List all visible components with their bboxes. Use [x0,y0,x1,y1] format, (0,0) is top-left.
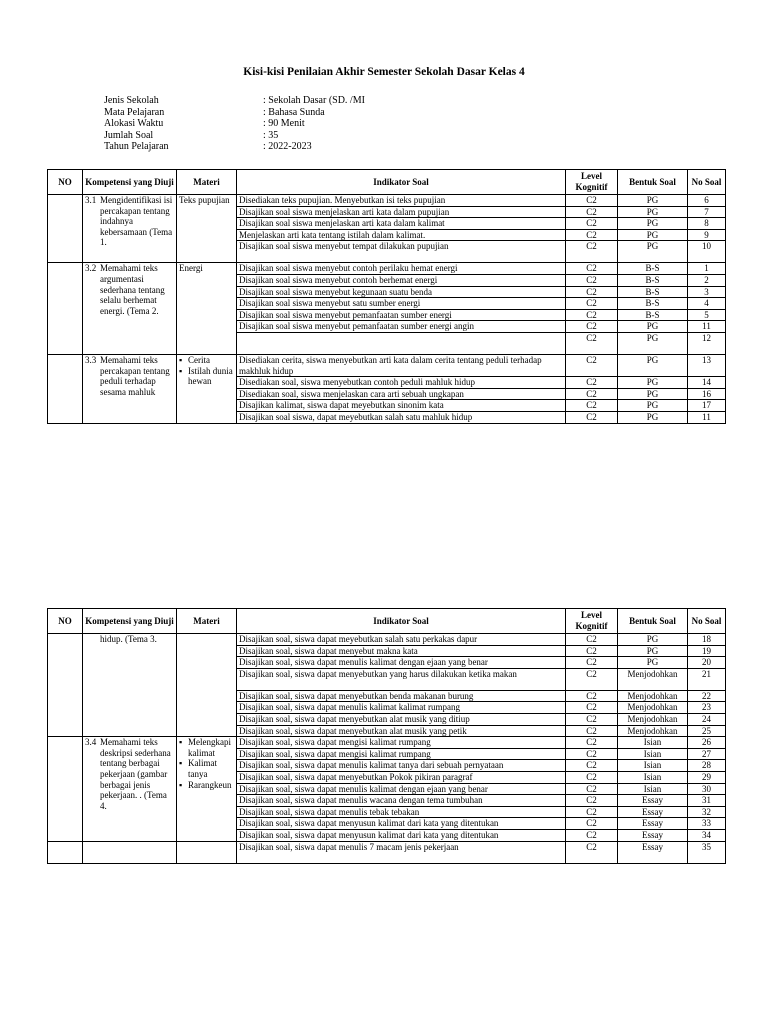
indikator-cell: Disajikan soal, siswa dapat menyebutkan benda makanan burung [237,690,566,702]
materi-cell [177,263,237,355]
indikator-cell: Disajikan soal, siswa dapat menulis tebak tebakan [237,806,566,818]
bentuk-cell: PG [618,321,688,333]
nosoal-cell: 30 [688,783,726,795]
indikator-cell: Disajikan soal, siswa dapat menyusun kalimat dari kata yang ditentukan [237,818,566,830]
bentuk-cell: Essay [618,818,688,830]
header-kompetensi: Kompetensi yang Diuji [83,609,177,634]
table-row [48,737,726,749]
header-indikator: Indikator Soal [237,609,566,634]
nosoal-cell: 5 [688,309,726,321]
bentuk-cell: Isian [618,783,688,795]
level-cell: C2 [566,806,618,818]
info-label: Alokasi Waktu [104,118,164,130]
kompetensi-number: 3.4 [85,737,97,748]
nosoal-cell: 2 [688,274,726,286]
bentuk-cell: B-S [618,298,688,310]
level-cell: C2 [566,657,618,669]
materi-item [179,366,234,387]
kompetensi-text: Memahami teks percakapan tentang peduli terhadap sesama mahluk [100,354,170,397]
bentuk-cell: PG [618,218,688,230]
materi-text: Kalimat tanya [188,758,217,779]
bentuk-cell: B-S [618,263,688,275]
indikator-cell: Disajikan soal, siswa dapat menulis kalimat dengan ejaan yang benar [237,657,566,669]
nosoal-cell: 11 [688,321,726,333]
nosoal-cell: 24 [688,713,726,725]
row-number-cell [48,634,83,737]
materi-text: Rarangkeun [188,779,232,790]
table-row [48,263,726,275]
indikator-cell [237,332,566,354]
kompetensi-cell [83,634,177,737]
level-cell: C2 [566,783,618,795]
bentuk-cell: Isian [618,771,688,783]
level-cell: C2 [566,400,618,412]
level-cell: C2 [566,332,618,354]
nosoal-cell: 10 [688,241,726,263]
nosoal-cell: 16 [688,388,726,400]
indikator-cell: Disajikan soal, siswa dapat menyusun kalimat dari kata yang ditentukan [237,829,566,841]
indikator-cell: Disajikan soal, siswa dapat menyebutkan alat musik yang petik [237,725,566,737]
table-row [48,841,726,863]
bentuk-cell: B-S [618,274,688,286]
level-cell: C2 [566,737,618,749]
level-cell: C2 [566,725,618,737]
indikator-cell: Disajikan soal, siswa dapat menulis wacana dengan tema tumbuhan [237,795,566,807]
nosoal-cell: 13 [688,354,726,376]
info-value: : Bahasa Sunda [263,106,325,118]
bentuk-cell: Menjodohkan [618,725,688,737]
nosoal-cell: 28 [688,760,726,772]
indikator-cell: Disajikan soal, siswa dapat menulis kalimat dengan ejaan yang benar [237,783,566,795]
bentuk-cell: Essay [618,795,688,807]
header-indikator: Indikator Soal [237,170,566,195]
header-nosoal: No Soal [688,170,726,195]
header-materi: Materi [177,609,237,634]
info-value: : 2022-2023 [263,141,312,153]
bullet-icon: ▪ [179,354,183,365]
info-label: Jumlah Soal [104,129,154,141]
materi-item [179,737,234,758]
level-cell: C2 [566,702,618,714]
nosoal-cell: 27 [688,748,726,760]
kisi-table-page-2 [47,608,726,864]
info-row [104,95,365,107]
materi-item [179,780,234,791]
level-cell: C2 [566,218,618,230]
bentuk-cell: PG [618,634,688,646]
bentuk-cell: Menjodohkan [618,690,688,702]
level-cell: C2 [566,795,618,807]
nosoal-cell: 7 [688,206,726,218]
kompetensi-cell [83,841,177,863]
level-cell: C2 [566,713,618,725]
indikator-cell: Disediakan cerita, siswa menyebutkan arti kata dalam cerita tentang peduli terhadap makhluk hidup [237,354,566,376]
bentuk-cell: PG [618,388,688,400]
info-label: Jenis Sekolah [104,95,159,106]
nosoal-cell: 12 [688,332,726,354]
header-no: NO [48,170,83,195]
materi-item [179,355,234,366]
bentuk-cell: Menjodohkan [618,713,688,725]
indikator-cell: Disajikan soal, siswa dapat menyebutkan alat musik yang ditiup [237,713,566,725]
level-cell: C2 [566,206,618,218]
level-cell: C2 [566,195,618,207]
info-value: : 35 [263,129,279,141]
materi-item [179,758,234,779]
bentuk-cell: PG [618,241,688,263]
level-cell: C2 [566,298,618,310]
bentuk-cell: Essay [618,841,688,863]
nosoal-cell: 21 [688,668,726,690]
header-nosoal: No Soal [688,609,726,634]
bentuk-cell: Isian [618,760,688,772]
level-cell: C2 [566,377,618,389]
bentuk-cell: PG [618,645,688,657]
level-cell: C2 [566,771,618,783]
indikator-cell: Disajikan soal siswa menyebut contoh perilaku hemat energi [237,263,566,275]
indikator-cell: Disajikan soal siswa menyebut satu sumber energi [237,298,566,310]
info-row [104,130,365,142]
materi-text: Teks pupujian [179,195,230,205]
nosoal-cell: 4 [688,298,726,310]
indikator-cell: Disajikan soal, siswa dapat menulis 7 macam jenis pekerjaan [237,841,566,863]
info-value: : Sekolah Dasar (SD. /MI [263,95,365,106]
bentuk-cell: PG [618,206,688,218]
table-header-row [48,170,726,195]
info-row [104,107,365,119]
indikator-cell: Menjelaskan arti kata tentang istilah dalam kalimat. [237,229,566,241]
kompetensi-text: Memahami teks argumentasi sederhana tentang selalu berhemat energi. (Tema 2. [100,263,165,316]
nosoal-cell: 18 [688,634,726,646]
nosoal-cell: 17 [688,400,726,412]
table-row [48,634,726,646]
header-bentuk: Bentuk Soal [618,609,688,634]
bentuk-cell: PG [618,377,688,389]
level-cell: C2 [566,634,618,646]
info-label: Mata Pelajaran [104,106,165,118]
indikator-cell: Disajikan soal siswa menjelaskan arti kata dalam kalimat [237,218,566,230]
kompetensi-text: Mengidentifikasi isi percakapan tentang indahnya kebersamaan (Tema 1. [100,195,173,248]
kompetensi-text: hidup. (Tema 3. [100,634,157,644]
level-cell: C2 [566,263,618,275]
nosoal-cell: 25 [688,725,726,737]
nosoal-cell: 19 [688,645,726,657]
kompetensi-number: 3.1 [85,195,97,205]
header-bentuk: Bentuk Soal [618,170,688,195]
level-cell: C2 [566,388,618,400]
header-level: Level Kognitif [566,609,618,634]
nosoal-cell: 23 [688,702,726,714]
indikator-cell: Disajikan soal siswa menyebut contoh berhemat energi [237,274,566,286]
kompetensi-cell [83,354,177,423]
bullet-icon: ▪ [179,758,183,769]
header-kompetensi: Kompetensi yang Diuji [83,170,177,195]
kompetensi-number: 3.2 [85,263,97,274]
nosoal-cell: 29 [688,771,726,783]
nosoal-cell: 8 [688,218,726,230]
nosoal-cell: 6 [688,195,726,207]
level-cell: C2 [566,748,618,760]
document-title: Kisi-kisi Penilaian Akhir Semester Sekolah Dasar Kelas 4 [243,66,525,78]
indikator-cell: Disajikan soal siswa menyebut pemanfaatan sumber energi angin [237,321,566,333]
info-label: Tahun Pelajaran [104,141,169,153]
nosoal-cell: 22 [688,690,726,702]
bentuk-cell: B-S [618,286,688,298]
bullet-icon: ▪ [179,365,183,376]
kompetensi-cell [83,737,177,841]
indikator-cell: Disajikan soal, siswa dapat mengisi kalimat rumpang [237,737,566,749]
bentuk-cell: PG [618,354,688,376]
bentuk-cell: Essay [618,829,688,841]
table-row [48,354,726,376]
materi-cell [177,195,237,263]
row-number-cell [48,195,83,263]
bentuk-cell: B-S [618,309,688,321]
nosoal-cell: 1 [688,263,726,275]
level-cell: C2 [566,321,618,333]
table-header-row [48,609,726,634]
level-cell: C2 [566,229,618,241]
indikator-cell: Disajikan soal siswa, dapat meyebutkan salah satu mahluk hidup [237,411,566,423]
bentuk-cell: PG [618,195,688,207]
bentuk-cell: PG [618,400,688,412]
bentuk-cell: Menjodohkan [618,702,688,714]
indikator-cell: Disajikan soal, siswa dapat menyebutkan yang harus dilakukan ketika makan [237,668,566,690]
kompetensi-cell [83,195,177,263]
level-cell: C2 [566,309,618,321]
materi-text: Melengkapi kalimat [188,737,231,758]
bentuk-cell: Isian [618,748,688,760]
level-cell: C2 [566,760,618,772]
row-number-cell [48,841,83,863]
indikator-cell: Disajikan soal, siswa dapat menulis kalimat tanya dari sebuah pernyataan [237,760,566,772]
level-cell: C2 [566,411,618,423]
nosoal-cell: 35 [688,841,726,863]
indikator-cell: Disajikan soal, siswa dapat menyebut makna kata [237,645,566,657]
bullet-icon: ▪ [179,737,183,748]
bentuk-cell: PG [618,332,688,354]
materi-text: Energi [179,263,203,274]
materi-text: Cerita [188,354,210,365]
materi-item [179,195,234,206]
info-value: : 90 Menit [263,118,305,130]
header-level: Level Kognitif [566,170,618,195]
indikator-cell: Disajikan soal, siswa dapat meyebutkan salah satu perkakas dapur [237,634,566,646]
indikator-cell: Disajikan soal siswa menjelaskan arti kata dalam pupujian [237,206,566,218]
bentuk-cell: Menjodohkan [618,668,688,690]
materi-cell [177,354,237,423]
nosoal-cell: 3 [688,286,726,298]
materi-cell [177,634,237,737]
nosoal-cell: 20 [688,657,726,669]
row-number-cell [48,737,83,841]
materi-cell [177,737,237,841]
kisi-table-page-1 [47,169,726,424]
nosoal-cell: 33 [688,818,726,830]
document-info [104,95,365,153]
nosoal-cell: 34 [688,829,726,841]
materi-item [179,263,234,274]
level-cell: C2 [566,841,618,863]
indikator-cell: Disajikan kalimat, siswa dapat meyebutkan sinonim kata [237,400,566,412]
level-cell: C2 [566,354,618,376]
indikator-cell: Disediakan soal, siswa menyebutkan contoh peduli mahluk hidup [237,377,566,389]
indikator-cell: Disajikan soal, siswa dapat menyebutkan Pokok pikiran paragraf [237,771,566,783]
level-cell: C2 [566,241,618,263]
nosoal-cell: 32 [688,806,726,818]
bentuk-cell: PG [618,411,688,423]
indikator-cell: Disajikan soal, siswa dapat menulis kalimat kalimat rumpang [237,702,566,714]
nosoal-cell: 9 [688,229,726,241]
bentuk-cell: PG [618,229,688,241]
level-cell: C2 [566,818,618,830]
materi-cell [177,841,237,863]
indikator-cell: Disajikan soal siswa menyebut tempat dilakukan pupujian [237,241,566,263]
header-materi: Materi [177,170,237,195]
bentuk-cell: PG [618,657,688,669]
nosoal-cell: 14 [688,377,726,389]
kompetensi-text: Memahami teks deskripsi sederhana tentang berbagai pekerjaan (gambar berbagai jenis pekerjaan. . (Tema 4. [100,737,171,811]
indikator-cell: Disediakan teks pupujian. Menyebutkan isi teks pupujian [237,195,566,207]
table-row [48,195,726,207]
bullet-icon: ▪ [179,779,183,790]
level-cell: C2 [566,829,618,841]
level-cell: C2 [566,668,618,690]
indikator-cell: Disajikan soal, siswa dapat mengisi kalimat rumpang [237,748,566,760]
indikator-cell: Disediakan soal, siswa menjelaskan cara arti sebuah ungkapan [237,388,566,400]
info-row [104,118,365,130]
materi-text: Istilah dunia hewan [188,365,233,387]
info-row [104,141,365,153]
level-cell: C2 [566,690,618,702]
level-cell: C2 [566,274,618,286]
header-no: NO [48,609,83,634]
indikator-cell: Disajikan soal siswa menyebut pemanfaatan sumber energi [237,309,566,321]
indikator-cell: Disajikan soal siswa menyebut kegunaan suatu benda [237,286,566,298]
nosoal-cell: 26 [688,737,726,749]
level-cell: C2 [566,286,618,298]
level-cell: C2 [566,645,618,657]
bentuk-cell: Essay [618,806,688,818]
nosoal-cell: 11 [688,411,726,423]
kompetensi-number: 3.3 [85,354,97,365]
kompetensi-cell [83,263,177,355]
nosoal-cell: 31 [688,795,726,807]
row-number-cell [48,263,83,355]
bentuk-cell: Isian [618,737,688,749]
row-number-cell [48,354,83,423]
